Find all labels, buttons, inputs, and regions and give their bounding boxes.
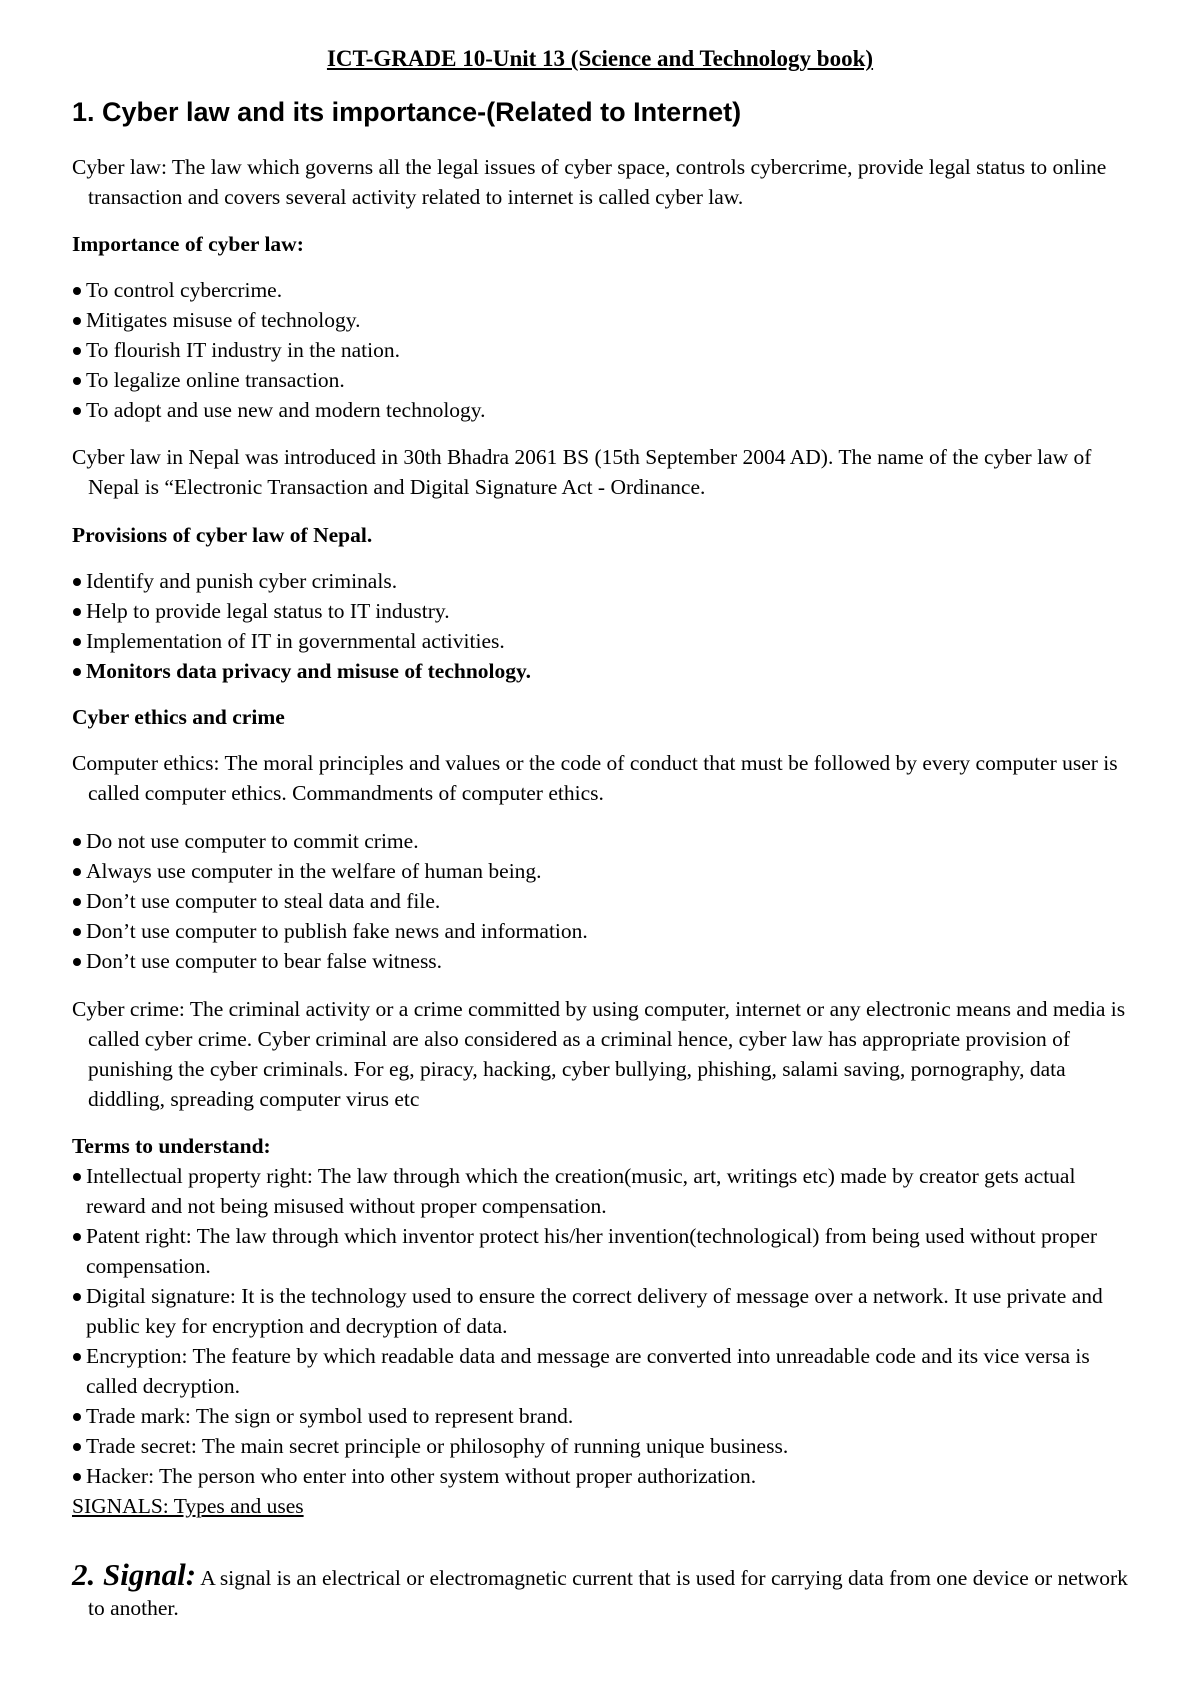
list-item: Trade secret: The main secret principle or philosophy of running unique business. bbox=[72, 1431, 1132, 1461]
ethics-definition-block bbox=[72, 748, 1132, 808]
list-item: To flourish IT industry in the nation. bbox=[72, 335, 1132, 365]
signal-block bbox=[72, 1557, 1132, 1623]
provisions-list bbox=[72, 566, 1132, 686]
nepal-paragraph: Cyber law in Nepal was introduced in 30th Bhadra 2061 BS (15th September 2004 AD). The name of the cyber law of Nepal is “Electronic Transaction and Digital Signature Act - Ordinance. bbox=[72, 445, 1092, 499]
provisions-heading: Provisions of cyber law of Nepal. bbox=[72, 523, 373, 547]
ethics-list-block bbox=[72, 826, 1132, 976]
importance-list-block bbox=[72, 275, 1132, 425]
ethics-list bbox=[72, 826, 1132, 976]
nepal-block bbox=[72, 442, 1132, 502]
list-item: Digital signature: It is the technology used to ensure the correct delivery of message over a network. It use private and public key for encryption and decryption of data. bbox=[72, 1281, 1132, 1341]
terms-block bbox=[72, 1131, 1132, 1521]
cyber-crime-paragraph: Cyber crime: The criminal activity or a crime committed by using computer, internet or any electronic means and media is called cyber crime. Cyber criminal are also considered as a criminal hence, cyber law has appropriate provision of punishing the cyber criminals. For eg, piracy, hacking, cyber bullying, phishing, salami saving, pornography, data diddling, spreading computer virus etc bbox=[72, 997, 1126, 1111]
cyber-law-definition: Cyber law: The law which governs all the legal issues of cyber space, controls cybercrime, provide legal status to online transaction and covers several activity related to internet is called cyber law. bbox=[72, 155, 1107, 209]
list-item: Do not use computer to commit crime. bbox=[72, 826, 1132, 856]
list-item: Don’t use computer to steal data and file. bbox=[72, 886, 1132, 916]
list-item: Don’t use computer to bear false witness. bbox=[72, 946, 1132, 976]
section-heading-cyber-law: 1. Cyber law and its importance-(Related to Internet) bbox=[72, 97, 742, 127]
importance-block bbox=[72, 229, 1132, 259]
page-title: ICT-GRADE 10-Unit 13 (Science and Technology book) bbox=[326, 46, 874, 71]
list-item: Identify and punish cyber criminals. bbox=[72, 566, 1132, 596]
signal-paragraph bbox=[72, 1557, 1132, 1623]
list-item: Don’t use computer to publish fake news and information. bbox=[72, 916, 1132, 946]
list-item: Encryption: The feature by which readable data and message are converted into unreadable code and its vice versa is called decryption. bbox=[72, 1341, 1132, 1401]
signals-link[interactable]: SIGNALS: Types and uses bbox=[72, 1494, 304, 1518]
list-item: Monitors data privacy and misuse of technology. bbox=[72, 656, 1132, 686]
cyber-crime-block bbox=[72, 994, 1132, 1114]
provisions-heading-block bbox=[72, 520, 1132, 550]
signal-text: A signal is an electrical or electromagnetic current that is used for carrying data from one device or network to another. bbox=[88, 1566, 1128, 1620]
list-item: To legalize online transaction. bbox=[72, 365, 1132, 395]
list-item: Hacker: The person who enter into other system without proper authorization. bbox=[72, 1461, 1132, 1491]
list-item: Mitigates misuse of technology. bbox=[72, 305, 1132, 335]
ethics-heading-block bbox=[72, 702, 1132, 732]
cyber-law-definition-block bbox=[72, 152, 1132, 212]
importance-list bbox=[72, 275, 1132, 425]
list-item: Patent right: The law through which inventor protect his/her invention(technological) from being used without proper compensation. bbox=[72, 1221, 1132, 1281]
provisions-list-block bbox=[72, 566, 1132, 686]
terms-list bbox=[72, 1161, 1132, 1491]
terms-heading: Terms to understand: bbox=[72, 1134, 271, 1158]
signal-heading: 2. Signal: bbox=[72, 1557, 197, 1592]
ethics-heading: Cyber ethics and crime bbox=[72, 705, 285, 729]
list-item: Always use computer in the welfare of human being. bbox=[72, 856, 1132, 886]
list-item: Implementation of IT in governmental activities. bbox=[72, 626, 1132, 656]
list-item: Trade mark: The sign or symbol used to represent brand. bbox=[72, 1401, 1132, 1431]
list-item: Help to provide legal status to IT industry. bbox=[72, 596, 1132, 626]
list-item: To control cybercrime. bbox=[72, 275, 1132, 305]
list-item: To adopt and use new and modern technology. bbox=[72, 395, 1132, 425]
list-item: Intellectual property right: The law through which the creation(music, art, writings etc) made by creator gets actual reward and not being misused without proper compensation. bbox=[72, 1161, 1132, 1221]
ethics-definition: Computer ethics: The moral principles and values or the code of conduct that must be followed by every computer user is called computer ethics. Commandments of computer ethics. bbox=[72, 751, 1118, 805]
importance-heading: Importance of cyber law: bbox=[72, 232, 304, 256]
